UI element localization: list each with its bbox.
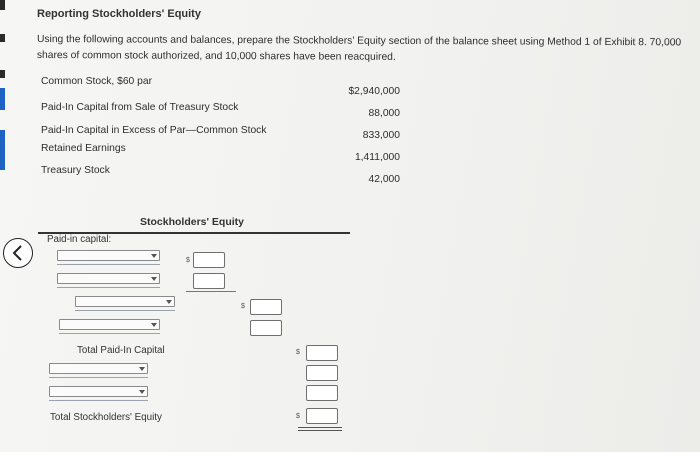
total-equity-label: Total Stockholders' Equity	[50, 412, 162, 423]
account-label: Paid-In Capital in Excess of Par—Common Stock	[41, 125, 267, 136]
account-select[interactable]	[57, 250, 160, 261]
double-underline	[298, 430, 342, 431]
account-label: Paid-In Capital from Sale of Treasury Stock	[41, 102, 239, 113]
account-value: 42,000	[368, 174, 400, 185]
amount-input[interactable]	[306, 345, 338, 361]
select-underline	[49, 377, 148, 378]
account-label: Retained Earnings	[41, 143, 126, 154]
double-underline	[298, 427, 342, 428]
dollar-sign: $	[296, 413, 300, 420]
select-underline	[49, 400, 148, 401]
select-underline	[57, 287, 160, 288]
account-select[interactable]	[49, 386, 148, 397]
edge-marker	[0, 34, 5, 42]
dollar-sign: $	[186, 257, 190, 264]
chevron-down-icon	[151, 323, 157, 327]
account-select[interactable]	[49, 363, 148, 374]
amount-input[interactable]	[250, 299, 282, 315]
back-button[interactable]	[3, 238, 33, 268]
chevron-left-icon	[11, 245, 25, 261]
dollar-sign: $	[241, 303, 245, 310]
edge-marker	[0, 0, 5, 10]
chevron-down-icon	[151, 277, 157, 281]
select-underline	[75, 310, 175, 311]
total-equity-input[interactable]	[306, 408, 338, 424]
amount-input[interactable]	[250, 320, 282, 336]
statement-title: Stockholders' Equity	[140, 216, 245, 228]
amount-input[interactable]	[193, 252, 225, 268]
chevron-down-icon	[139, 367, 145, 371]
account-select[interactable]	[57, 273, 160, 284]
edge-marker	[0, 130, 5, 170]
chevron-down-icon	[151, 254, 157, 258]
edge-marker	[0, 70, 5, 78]
instructions-text: Using the following accounts and balances, prepare the Stockholders' Equity section of the balance sheet using Method 1 of Exhibit 8. 70,000 shares of common stock authorized, and 10,000 shares have been reacquired.	[36, 33, 682, 63]
account-label: Common Stock, $60 par	[41, 76, 153, 87]
account-value: $2,940,000	[348, 86, 400, 97]
total-paid-in-label: Total Paid-In Capital	[77, 345, 165, 356]
account-value: 833,000	[362, 130, 400, 141]
amount-input[interactable]	[193, 273, 225, 289]
edge-marker	[0, 88, 5, 110]
account-value: 88,000	[368, 108, 400, 119]
paid-in-capital-label: Paid-in capital:	[47, 234, 112, 245]
amount-input[interactable]	[306, 385, 338, 401]
select-underline	[59, 333, 160, 334]
section-title: Reporting Stockholders' Equity	[37, 8, 201, 20]
chevron-down-icon	[166, 300, 172, 304]
select-underline	[57, 264, 160, 265]
account-select[interactable]	[59, 319, 160, 330]
chevron-down-icon	[139, 390, 145, 394]
account-value: 1,411,000	[354, 152, 400, 163]
account-select[interactable]	[75, 296, 175, 307]
column-underline	[186, 291, 236, 292]
amount-input[interactable]	[306, 365, 338, 381]
dollar-sign: $	[296, 349, 300, 356]
account-label: Treasury Stock	[41, 165, 110, 176]
